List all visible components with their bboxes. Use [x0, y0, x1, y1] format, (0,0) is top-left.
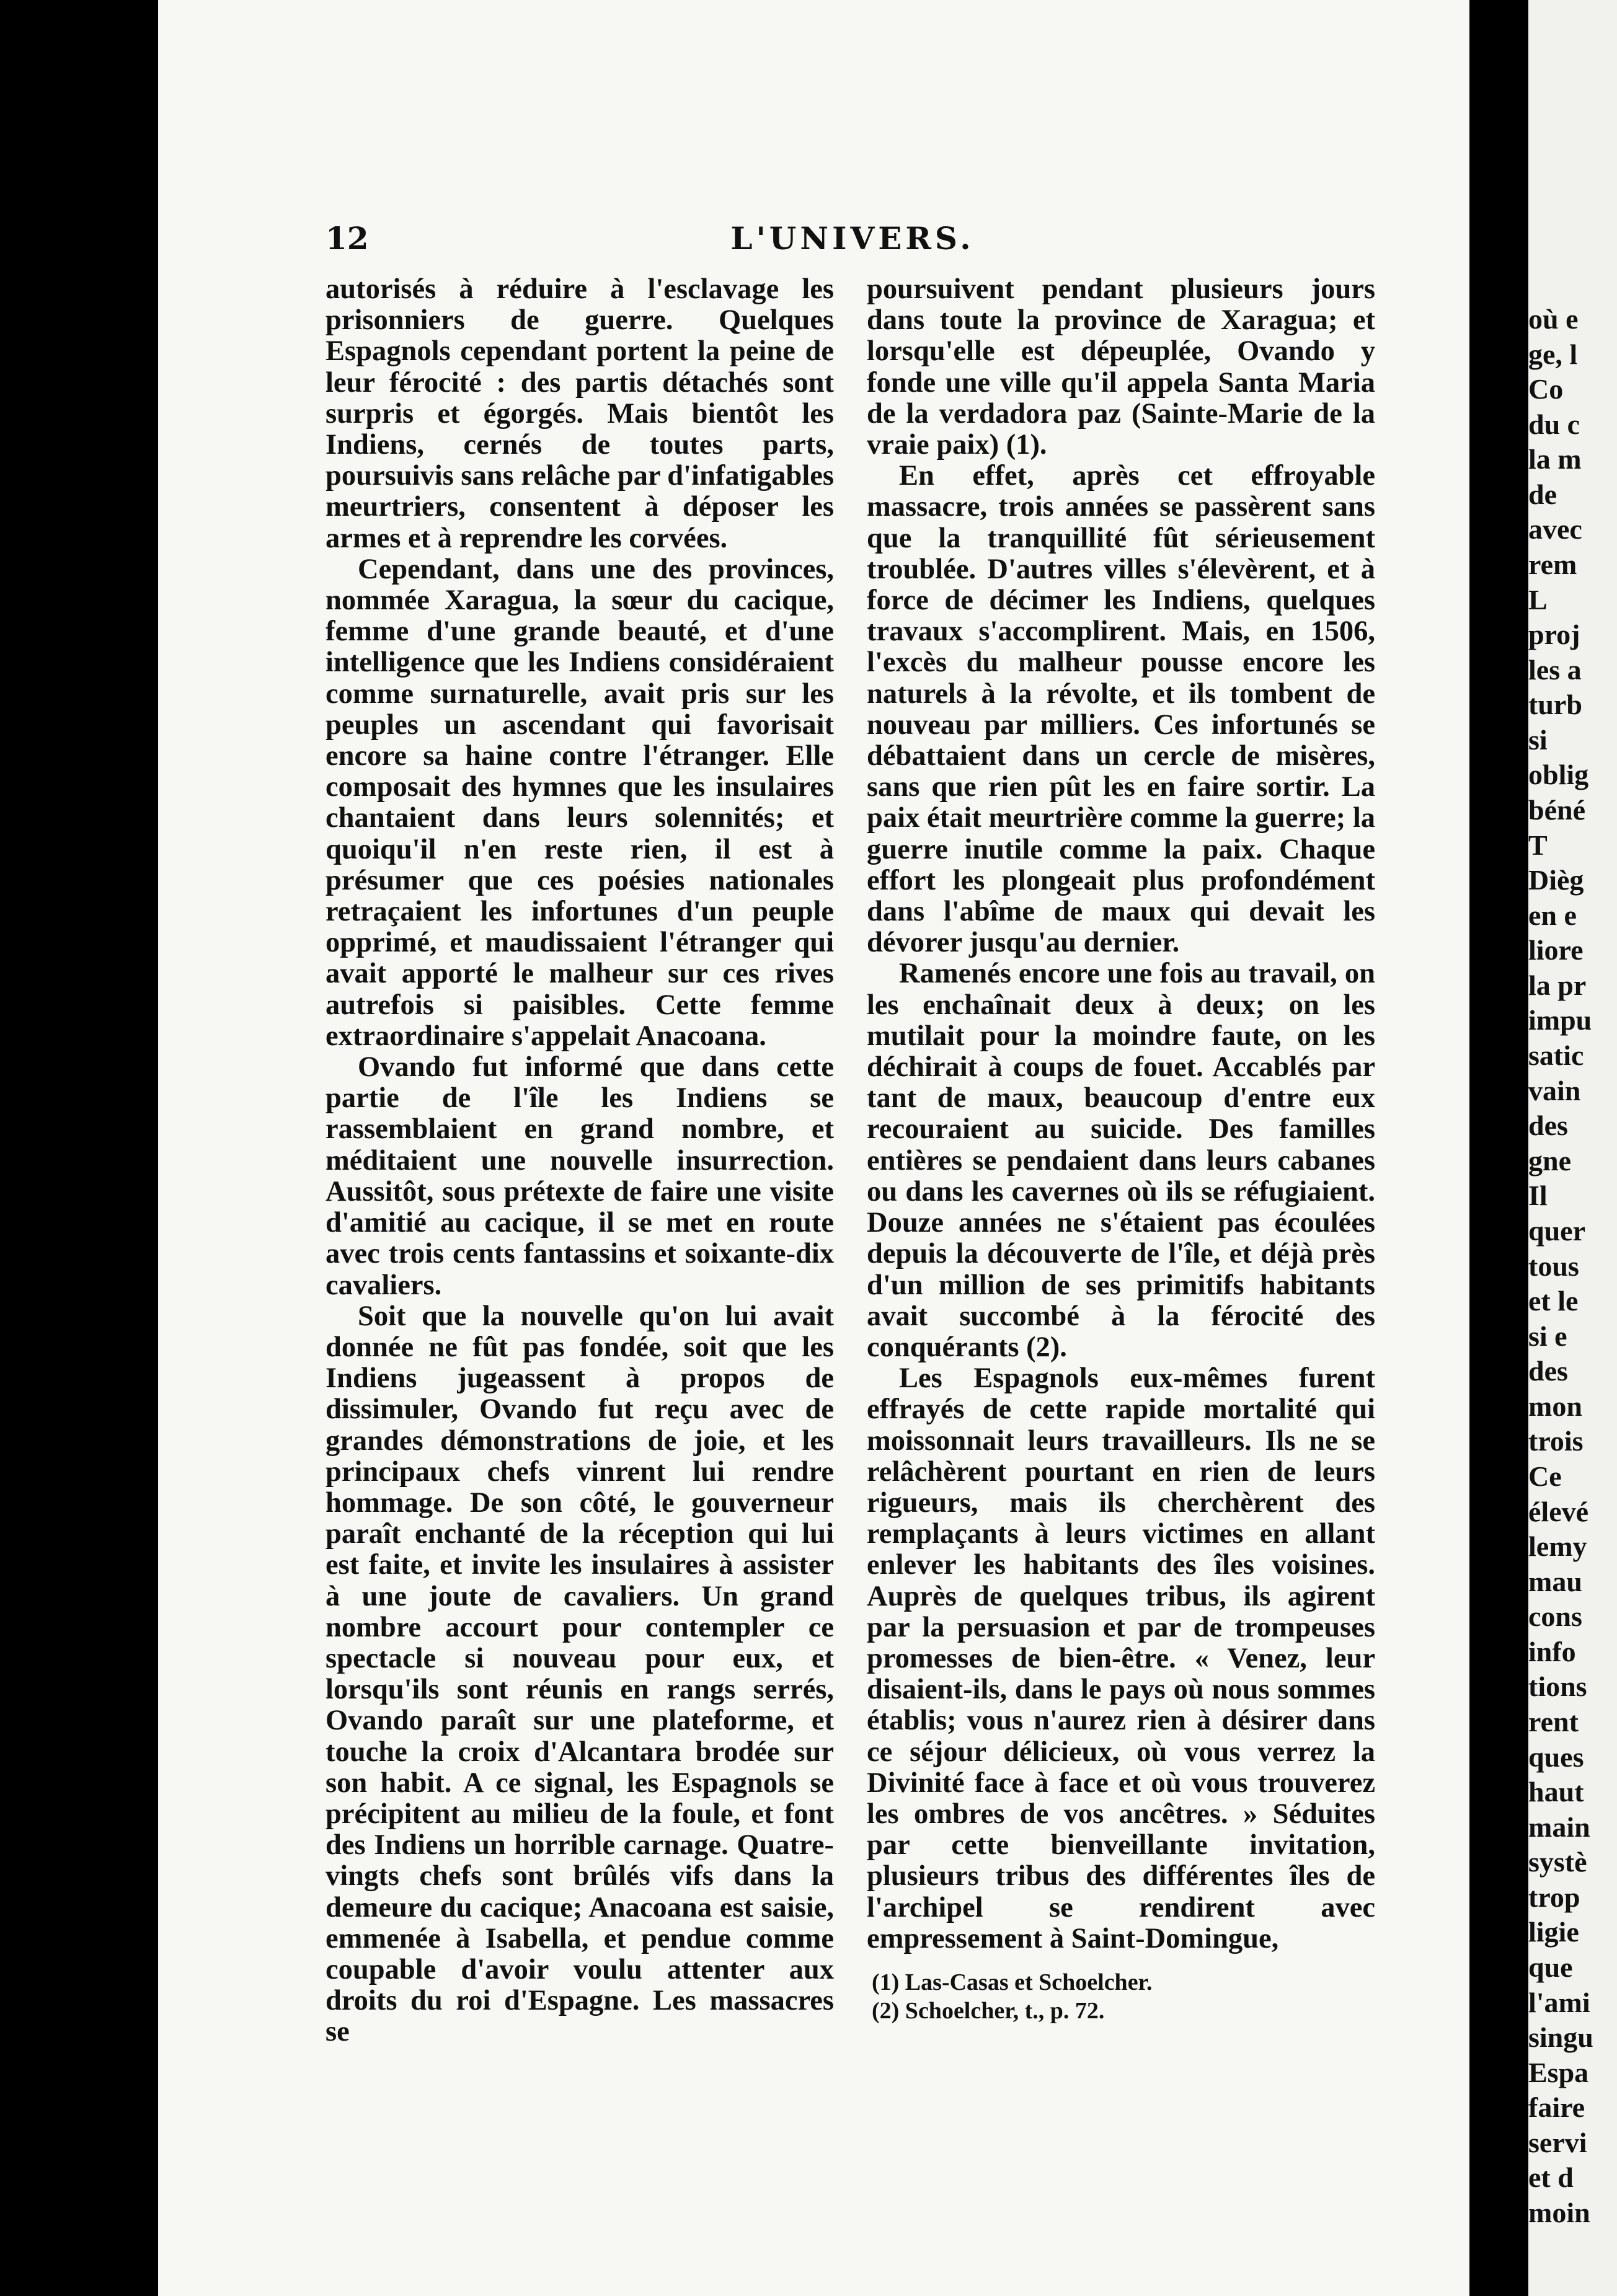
footnote: (2) Schoelcher, t., p. 72. — [872, 1998, 1105, 2024]
binding-rule — [141, 0, 149, 2296]
next-page-fragment: turb — [1528, 689, 1582, 721]
gutter-shadow — [1491, 0, 1528, 2296]
next-page-fragment: trois — [1528, 1425, 1584, 1457]
next-page-fragment: satic — [1528, 1040, 1584, 1072]
next-page-fragment: ligie — [1528, 1916, 1579, 1948]
next-page-fragment: des — [1528, 1355, 1568, 1387]
next-page-fragment: tions — [1528, 1671, 1587, 1703]
next-page-fragment: impu — [1528, 1004, 1592, 1036]
next-page-fragment: où e — [1528, 303, 1579, 335]
next-page-fragment: moin — [1528, 2197, 1590, 2228]
next-page-fragment: gne — [1528, 1144, 1571, 1177]
next-page-fragment: Co — [1528, 373, 1564, 405]
next-page-fragment: que — [1528, 1951, 1573, 1983]
next-page-fragment: systè — [1528, 1846, 1587, 1878]
next-page-fragment: Il — [1528, 1180, 1548, 1212]
footnote: (1) Las-Casas et Schoelcher. — [872, 1969, 1153, 1995]
paragraph: Ovando fut informé que dans cette partie de l'île les Indiens se rassemblaient en grand nombre, et méditaient une nouvelle insurrection. Aussitôt, sous prétexte de faire une visite d'amitié au cacique, il se met en route avec trois cents fantassins et soixante-dix cavaliers. — [326, 1051, 834, 1301]
running-title: L'UNIVERS. — [730, 220, 975, 257]
footnotes — [867, 1968, 1375, 2025]
next-page-fragment: du c — [1528, 408, 1580, 440]
next-page-fragment: les a — [1528, 653, 1582, 686]
paragraph: Ramenés encore une fois au travail, on les enchaînait deux à deux; on les mutilait pour la moindre faute, on les déchirait à coups de fouet. Accablés par tant de maux, beaucoup d'entre eux recouraient au suicide. Des familles entières se pendaient dans leurs cabanes ou dans les cavernes où ils se réfugiaient. Douze années ne s'étaient pas écoulées depuis la découverte de l'île, et déjà près d'un million de ses primitifs habitants avait succombé à la férocité des conquérants (2). — [867, 958, 1375, 1363]
next-page-fragment: de — [1528, 478, 1557, 510]
next-page-fragment: T — [1528, 829, 1548, 861]
right-column — [867, 274, 1375, 1954]
next-page-fragment: info — [1528, 1635, 1576, 1667]
paragraph: Cependant, dans une des provinces, nommée Xaragua, la sœur du cacique, femme d'une grande beauté, et d'une intelligence que les Indiens considéraient comme surnaturelle, avait pris sur les peuples un ascendant qui favorisait encore sa haine contre l'étranger. Elle composait des hymnes que les insulaires chantaient dans leurs solennités; et quoiqu'il n'en reste rien, il est à présumer que ces poésies nationales retraçaient les infortunes d'un peuple opprimé, et maudissaient l'étranger qui avait apporté le malheur sur ces rives autrefois si paisibles. Cette femme extraordinaire s'appelait Anacoana. — [326, 553, 834, 1052]
next-page-fragment: quer — [1528, 1214, 1585, 1247]
next-page-fragment: Ce — [1528, 1460, 1562, 1492]
page-number: 12 — [326, 220, 369, 257]
next-page-fragment: des — [1528, 1110, 1568, 1142]
next-page-fragment: mon — [1528, 1390, 1582, 1422]
next-page-fragment: ge, l — [1528, 338, 1578, 370]
paragraph: autorisés à réduire à l'esclavage les prisonniers de guerre. Quelques Espagnols cependant portent la peine de leur férocité : des partis détachés sont surpris et égorgés. Mais bientôt les Indiens, cernés de toutes parts, poursuivis sans relâche par d'infatigables meurtriers, consentent à déposer les armes et à reprendre les corvées. — [326, 273, 834, 554]
page-header — [326, 220, 1380, 263]
next-page-fragment: faire — [1528, 2091, 1585, 2124]
next-page-fragment: main — [1528, 1811, 1590, 1843]
next-page-fragment: vain — [1528, 1074, 1581, 1106]
paragraph: En effet, après cet effroyable massacre, trois années se passèrent sans que la tranquillité fût sérieusement troublée. D'autres villes s'élevèrent, et à force de décimer les Indiens, quelques travaux s'accomplirent. Mais, en 1506, l'excès du malheur pousse encore les naturels à la révolte, et ils tombent de nouveau par milliers. Ces infortunés se débattaient dans un cercle de misères, sans que rien pût les en faire sortir. La paix était meurtrière comme la guerre; la guerre inutile comme la paix. Chaque effort les plongeait plus profondément dans l'abîme de maux qui devait les dévorer jusqu'au dernier. — [867, 460, 1375, 959]
next-page-fragment: haut — [1528, 1776, 1584, 1808]
next-page-fragment: en e — [1528, 899, 1577, 931]
next-page-fragment: béné — [1528, 794, 1585, 826]
next-page-fragment: la m — [1528, 443, 1582, 475]
paragraph: poursuivent pendant plusieurs jours dans toute la province de Xaragua; et lorsqu'elle est dépeuplée, Ovando y fonde une ville qu'il appela Santa Maria de la verdadora paz (Sainte-Marie de la vraie paix) (1). — [867, 273, 1375, 461]
next-page-fragment: trop — [1528, 1881, 1580, 1913]
next-page-fragment: singu — [1528, 2021, 1593, 2054]
next-page-fragment: élevé — [1528, 1495, 1589, 1527]
next-page-fragment: et le — [1528, 1285, 1579, 1317]
next-page-fragment: ques — [1528, 1741, 1584, 1773]
next-page-fragment: si — [1528, 723, 1548, 756]
next-page-fragment: si e — [1528, 1320, 1567, 1352]
next-page-fragment: servi — [1528, 2126, 1587, 2158]
next-page-fragment: lemy — [1528, 1530, 1587, 1563]
next-page-fragment: l'ami — [1528, 1986, 1590, 2018]
next-page-fragment: tous — [1528, 1250, 1579, 1282]
next-page-fragment: liore — [1528, 934, 1584, 966]
next-page-fragment: avec — [1528, 513, 1582, 545]
next-page-fragment: la pr — [1528, 969, 1587, 1001]
adjacent-page-edge — [1528, 0, 1617, 2296]
paragraph: Les Espagnols eux-mêmes furent effrayés de cette rapide mortalité qui moissonnait leurs travailleurs. Ils ne se relâchèrent pourtant en rien de leurs rigueurs, mais ils cherchèrent des remplaçants à leurs victimes en allant enlever les habitants des îles voisines. Auprès de quelques tribus, ils agirent par la persuasion et par de trompeuses promesses de bien-être. « Venez, leur disaient-ils, dans le pays où nous sommes établis; vous n'aurez rien à désirer dans ce séjour délicieux, où vous verrez la Divinité face à face et où vous trouverez les ombres de vos ancêtres. » Séduites par cette bienveillante invitation, plusieurs tribus des différentes îles de l'archipel se rendirent avec empressement à Saint-Domingue, — [867, 1362, 1375, 1954]
left-column — [326, 274, 834, 2048]
next-page-fragment: oblig — [1528, 759, 1589, 791]
next-page-fragment: cons — [1528, 1601, 1582, 1633]
next-page-fragment: L — [1528, 583, 1548, 616]
next-page-fragment: mau — [1528, 1565, 1582, 1597]
next-page-fragment: rem — [1528, 549, 1577, 581]
next-page-fragment: Espa — [1528, 2056, 1589, 2088]
next-page-fragment: proj — [1528, 619, 1580, 651]
next-page-fragment: rent — [1528, 1705, 1579, 1737]
next-page-fragment: Dièg — [1528, 864, 1584, 896]
paragraph: Soit que la nouvelle qu'on lui avait donnée ne fût pas fondée, soit que les Indiens jugeassent à propos de dissimuler, Ovando fut reçu avec de grandes démonstrations de joie, et les principaux chefs vinrent lui rendre hommage. De son côté, le gouverneur paraît enchanté de la réception qui lui est faite, et invite les insulaires à assister à une joute de cavaliers. Un grand nombre accourt pour contempler ce spectacle si nouveau pour eux, et lorsqu'ils sont réunis en rangs serrés, Ovando paraît sur une plateforme, et touche la croix d'Alcantara brodée sur son habit. A ce signal, les Espagnols se précipitent au milieu de la foule, et font des Indiens un horrible carnage. Quatre-vingts chefs sont brûlés vifs dans la demeure du cacique; Anacoana est saisie, emmenée à Isabella, et pendue comme coupable d'avoir voulu attenter aux droits du roi d'Espagne. Les massacres se — [326, 1300, 834, 2048]
binding-rule — [154, 0, 157, 2296]
next-page-fragment: et d — [1528, 2161, 1574, 2194]
